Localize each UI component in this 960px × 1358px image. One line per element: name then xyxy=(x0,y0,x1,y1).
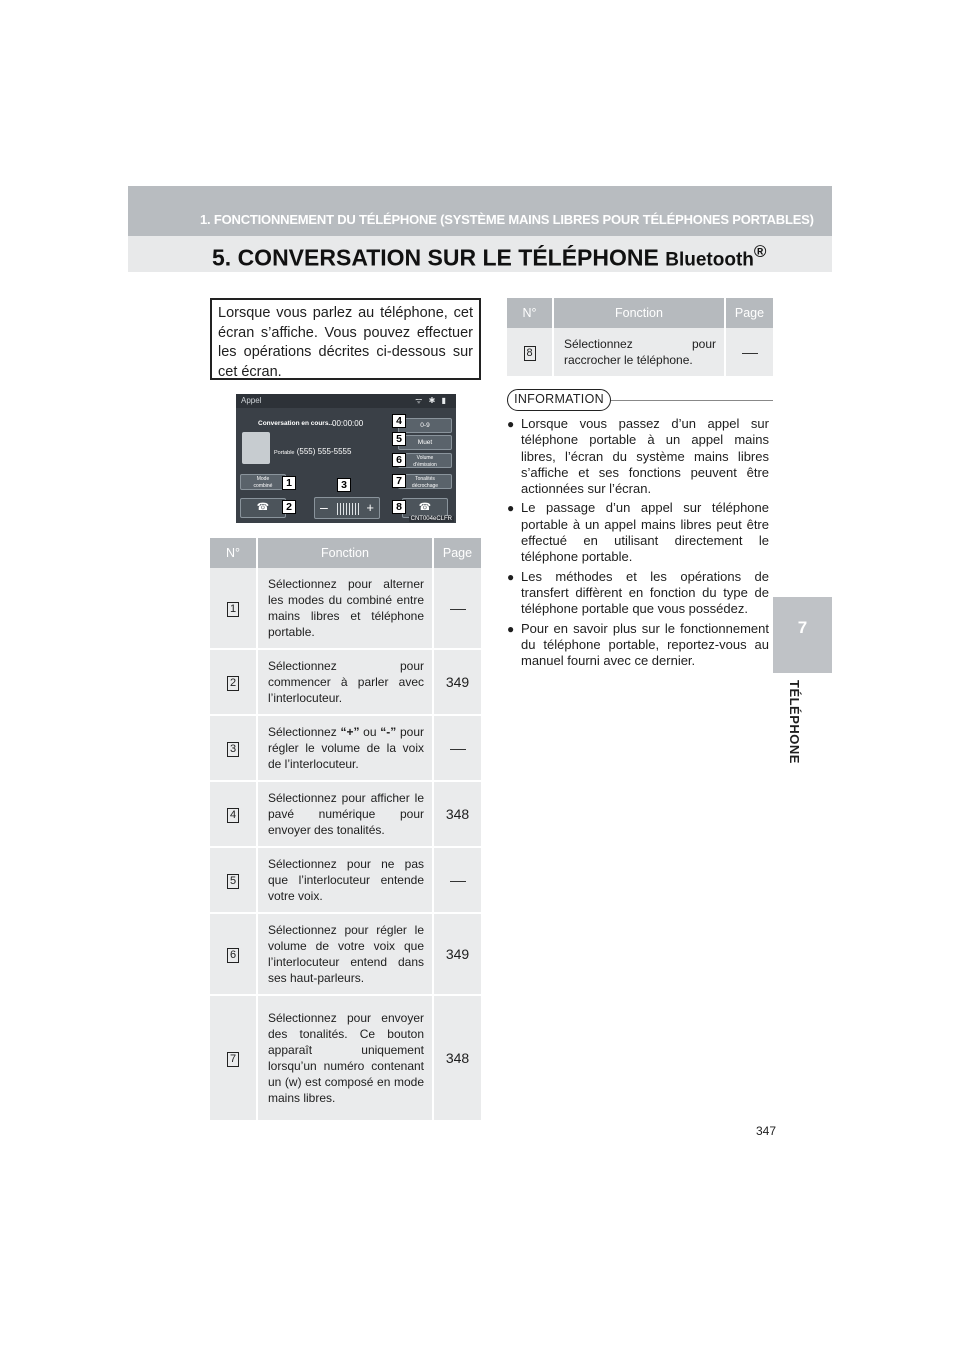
no-page-dash xyxy=(450,609,466,610)
information-divider xyxy=(611,400,773,401)
image-code: CNT004eCLFR xyxy=(410,516,452,522)
row-description: Sélectionnez pour alterner les modes du combiné entre mains libres et téléphone portable. xyxy=(257,568,433,649)
mode-label-1: Mode xyxy=(256,476,270,482)
page-title-main: 5. CONVERSATION SUR LE TÉLÉPHONE xyxy=(212,244,666,271)
tones-label-2: décrochage xyxy=(411,482,439,489)
page-number: 347 xyxy=(756,1124,777,1138)
phone-number: (555) 555-5555 xyxy=(296,447,352,456)
header-page: Page xyxy=(433,538,481,568)
header-function: Fonction xyxy=(553,298,725,328)
row-page xyxy=(433,568,481,649)
chapter-number: 7 xyxy=(797,618,808,637)
desc-pre: Sélectionnez xyxy=(268,725,341,739)
bullet-icon: ● xyxy=(507,569,515,584)
volume-control xyxy=(314,497,380,519)
row-number: 1 xyxy=(227,602,239,617)
phone-icon: ☎ xyxy=(256,502,270,513)
section-header xyxy=(128,186,832,236)
handset-mode-button[interactable] xyxy=(240,474,286,490)
tones-button[interactable] xyxy=(398,474,452,489)
info-text: Lorsque vous passez d’un appel sur téléphone portable à un appel mains libres, l’écran du système mains libres s’affiche et ses fonctions peuvent être actionnées sur l’écran. xyxy=(521,416,769,497)
callout-2: 2 xyxy=(282,500,296,514)
row-page: 348 xyxy=(433,995,481,1121)
chapter-tab xyxy=(773,597,832,673)
mute-button[interactable] xyxy=(398,435,452,450)
information-tag: INFORMATION xyxy=(507,389,611,411)
row-number: 5 xyxy=(227,874,239,889)
row-page xyxy=(725,328,773,377)
tones-label-1: Tonalités xyxy=(415,476,435,482)
row-description xyxy=(257,715,433,781)
list-item xyxy=(507,416,769,497)
bullet-icon: ● xyxy=(507,621,515,636)
status-icons: ᯤ ✱ ▮ xyxy=(415,396,448,405)
volume-minus-button[interactable]: – xyxy=(320,499,328,515)
row-description: Sélectionnez pour ne pas que l’interlocuteur entende votre voix. xyxy=(257,847,433,913)
header-function: Fonction xyxy=(257,538,433,568)
row-number: 7 xyxy=(227,1052,239,1067)
volume-plus-button[interactable]: + xyxy=(366,500,374,515)
keypad-button[interactable]: 0-9 xyxy=(398,418,452,433)
registered-mark: ® xyxy=(753,242,767,261)
minus-label: “-” xyxy=(380,725,397,739)
row-description: Sélectionnez pour envoyer des tonalités. Ce bouton apparaît uniquement lorsqu’un numéro contenant un (w) est composé en mode mains libres. xyxy=(257,995,433,1121)
row-page xyxy=(433,847,481,913)
call-screen-image xyxy=(236,394,456,523)
table-row xyxy=(210,913,481,995)
mute-label-1: M xyxy=(417,439,424,446)
table-row xyxy=(210,995,481,1121)
row-number: 6 xyxy=(227,948,239,963)
info-text: Le passage d’un appel sur téléphone portable à un appel mains libres peut être effectué en utilisant directement le téléphone portable. xyxy=(521,500,769,565)
plus-label: “+” xyxy=(340,725,360,739)
phone-line xyxy=(274,447,351,456)
phone-type: Portable xyxy=(274,450,295,456)
header-num: N° xyxy=(507,298,553,328)
mute-label-2: uet xyxy=(423,439,433,446)
function-table xyxy=(210,538,481,1122)
table-row xyxy=(210,568,481,649)
callout-4: 4 xyxy=(392,414,406,428)
volume-label-2: d’émission xyxy=(413,461,437,468)
desc-post: pour régler le volume de la voix de l’interlocuteur. xyxy=(268,725,424,771)
answer-call-button[interactable] xyxy=(240,498,286,518)
table-row xyxy=(210,781,481,847)
row-page xyxy=(433,715,481,781)
section-title: 1. FONCTIONNEMENT DU TÉLÉPHONE (SYSTÈME MAINS LIBRES POUR TÉLÉPHONES PORTABLES) xyxy=(200,212,814,227)
information-list xyxy=(507,416,769,672)
row-description: Sélectionnez pour régler le volume de votre voix que l’interlocuteur entend dans ses haut-parleurs. xyxy=(257,913,433,995)
row-description: Sélectionnez pour afficher le pavé numérique pour envoyer des tonalités. xyxy=(257,781,433,847)
bullet-icon: ● xyxy=(507,501,515,516)
row-num-cell xyxy=(210,995,257,1121)
list-item xyxy=(507,569,769,618)
call-timer: 00:00:00 xyxy=(332,419,364,428)
row-page: 348 xyxy=(433,781,481,847)
list-item xyxy=(507,500,769,565)
callout-3: 3 xyxy=(337,478,351,492)
conversation-status: Conversation en cours... xyxy=(258,420,334,427)
row-number: 4 xyxy=(227,808,239,823)
no-page-dash xyxy=(450,749,466,750)
screen-title: Appel xyxy=(241,396,262,405)
row-description: Sélectionnez pour raccrocher le téléphone. xyxy=(553,328,725,377)
row-num-cell xyxy=(210,913,257,995)
callout-6: 6 xyxy=(392,453,406,467)
table-row xyxy=(507,328,773,377)
table-row xyxy=(210,649,481,715)
title-band xyxy=(128,236,832,272)
header-page: Page xyxy=(725,298,773,328)
row-number: 8 xyxy=(524,346,536,361)
intro-box: Lorsque vous parlez au téléphone, cet écran s’affiche. Vous pouvez effectuer les opérations décrites ci-dessous sur cet écran. xyxy=(210,298,481,380)
row-description: Sélectionnez pour commencer à parler avec l’interlocuteur. xyxy=(257,649,433,715)
contact-avatar xyxy=(242,432,270,464)
row-num-cell xyxy=(210,847,257,913)
callout-5: 5 xyxy=(392,432,406,446)
hang-up-button[interactable] xyxy=(402,498,448,518)
callout-7: 7 xyxy=(392,474,406,488)
table-row xyxy=(210,847,481,913)
row-number: 2 xyxy=(227,676,239,691)
hang-up-icon: ☎ xyxy=(418,502,432,513)
page-title-bluetooth: Bluetooth xyxy=(665,249,754,271)
table-header-row xyxy=(210,538,481,568)
function-table-continued xyxy=(507,298,773,378)
no-page-dash xyxy=(450,881,466,882)
chapter-label: TÉLÉPHONE xyxy=(787,680,802,764)
bullet-icon: ● xyxy=(507,417,515,431)
header-num: N° xyxy=(210,538,257,568)
callout-1: 1 xyxy=(282,476,296,490)
no-page-dash xyxy=(742,353,758,354)
volume-emission-button[interactable] xyxy=(398,453,452,468)
row-num-cell xyxy=(210,568,257,649)
desc-mid: ou xyxy=(359,725,381,739)
chapter-label-wrap xyxy=(787,680,817,810)
table-row xyxy=(210,715,481,781)
table-header-row xyxy=(507,298,773,328)
list-item xyxy=(507,621,769,670)
info-text: Les méthodes et les opérations de transfert diffèrent en fonction du type de téléphone portable que vous possédez. xyxy=(521,568,769,617)
row-num-cell xyxy=(210,649,257,715)
row-num-cell xyxy=(210,781,257,847)
row-number: 3 xyxy=(227,742,239,757)
row-page: 349 xyxy=(433,649,481,715)
page-title xyxy=(212,242,766,272)
row-num-cell xyxy=(507,328,553,377)
volume-level-bars xyxy=(337,503,359,515)
row-page: 349 xyxy=(433,913,481,995)
volume-label-1: Volume xyxy=(416,455,434,461)
mode-label-2: combiné xyxy=(253,482,273,489)
row-num-cell xyxy=(210,715,257,781)
callout-8: 8 xyxy=(392,500,406,514)
info-text: Pour en savoir plus sur le fonctionnement du téléphone portable, reportez-vous au manuel fourni avec ce dernier. xyxy=(521,620,769,669)
